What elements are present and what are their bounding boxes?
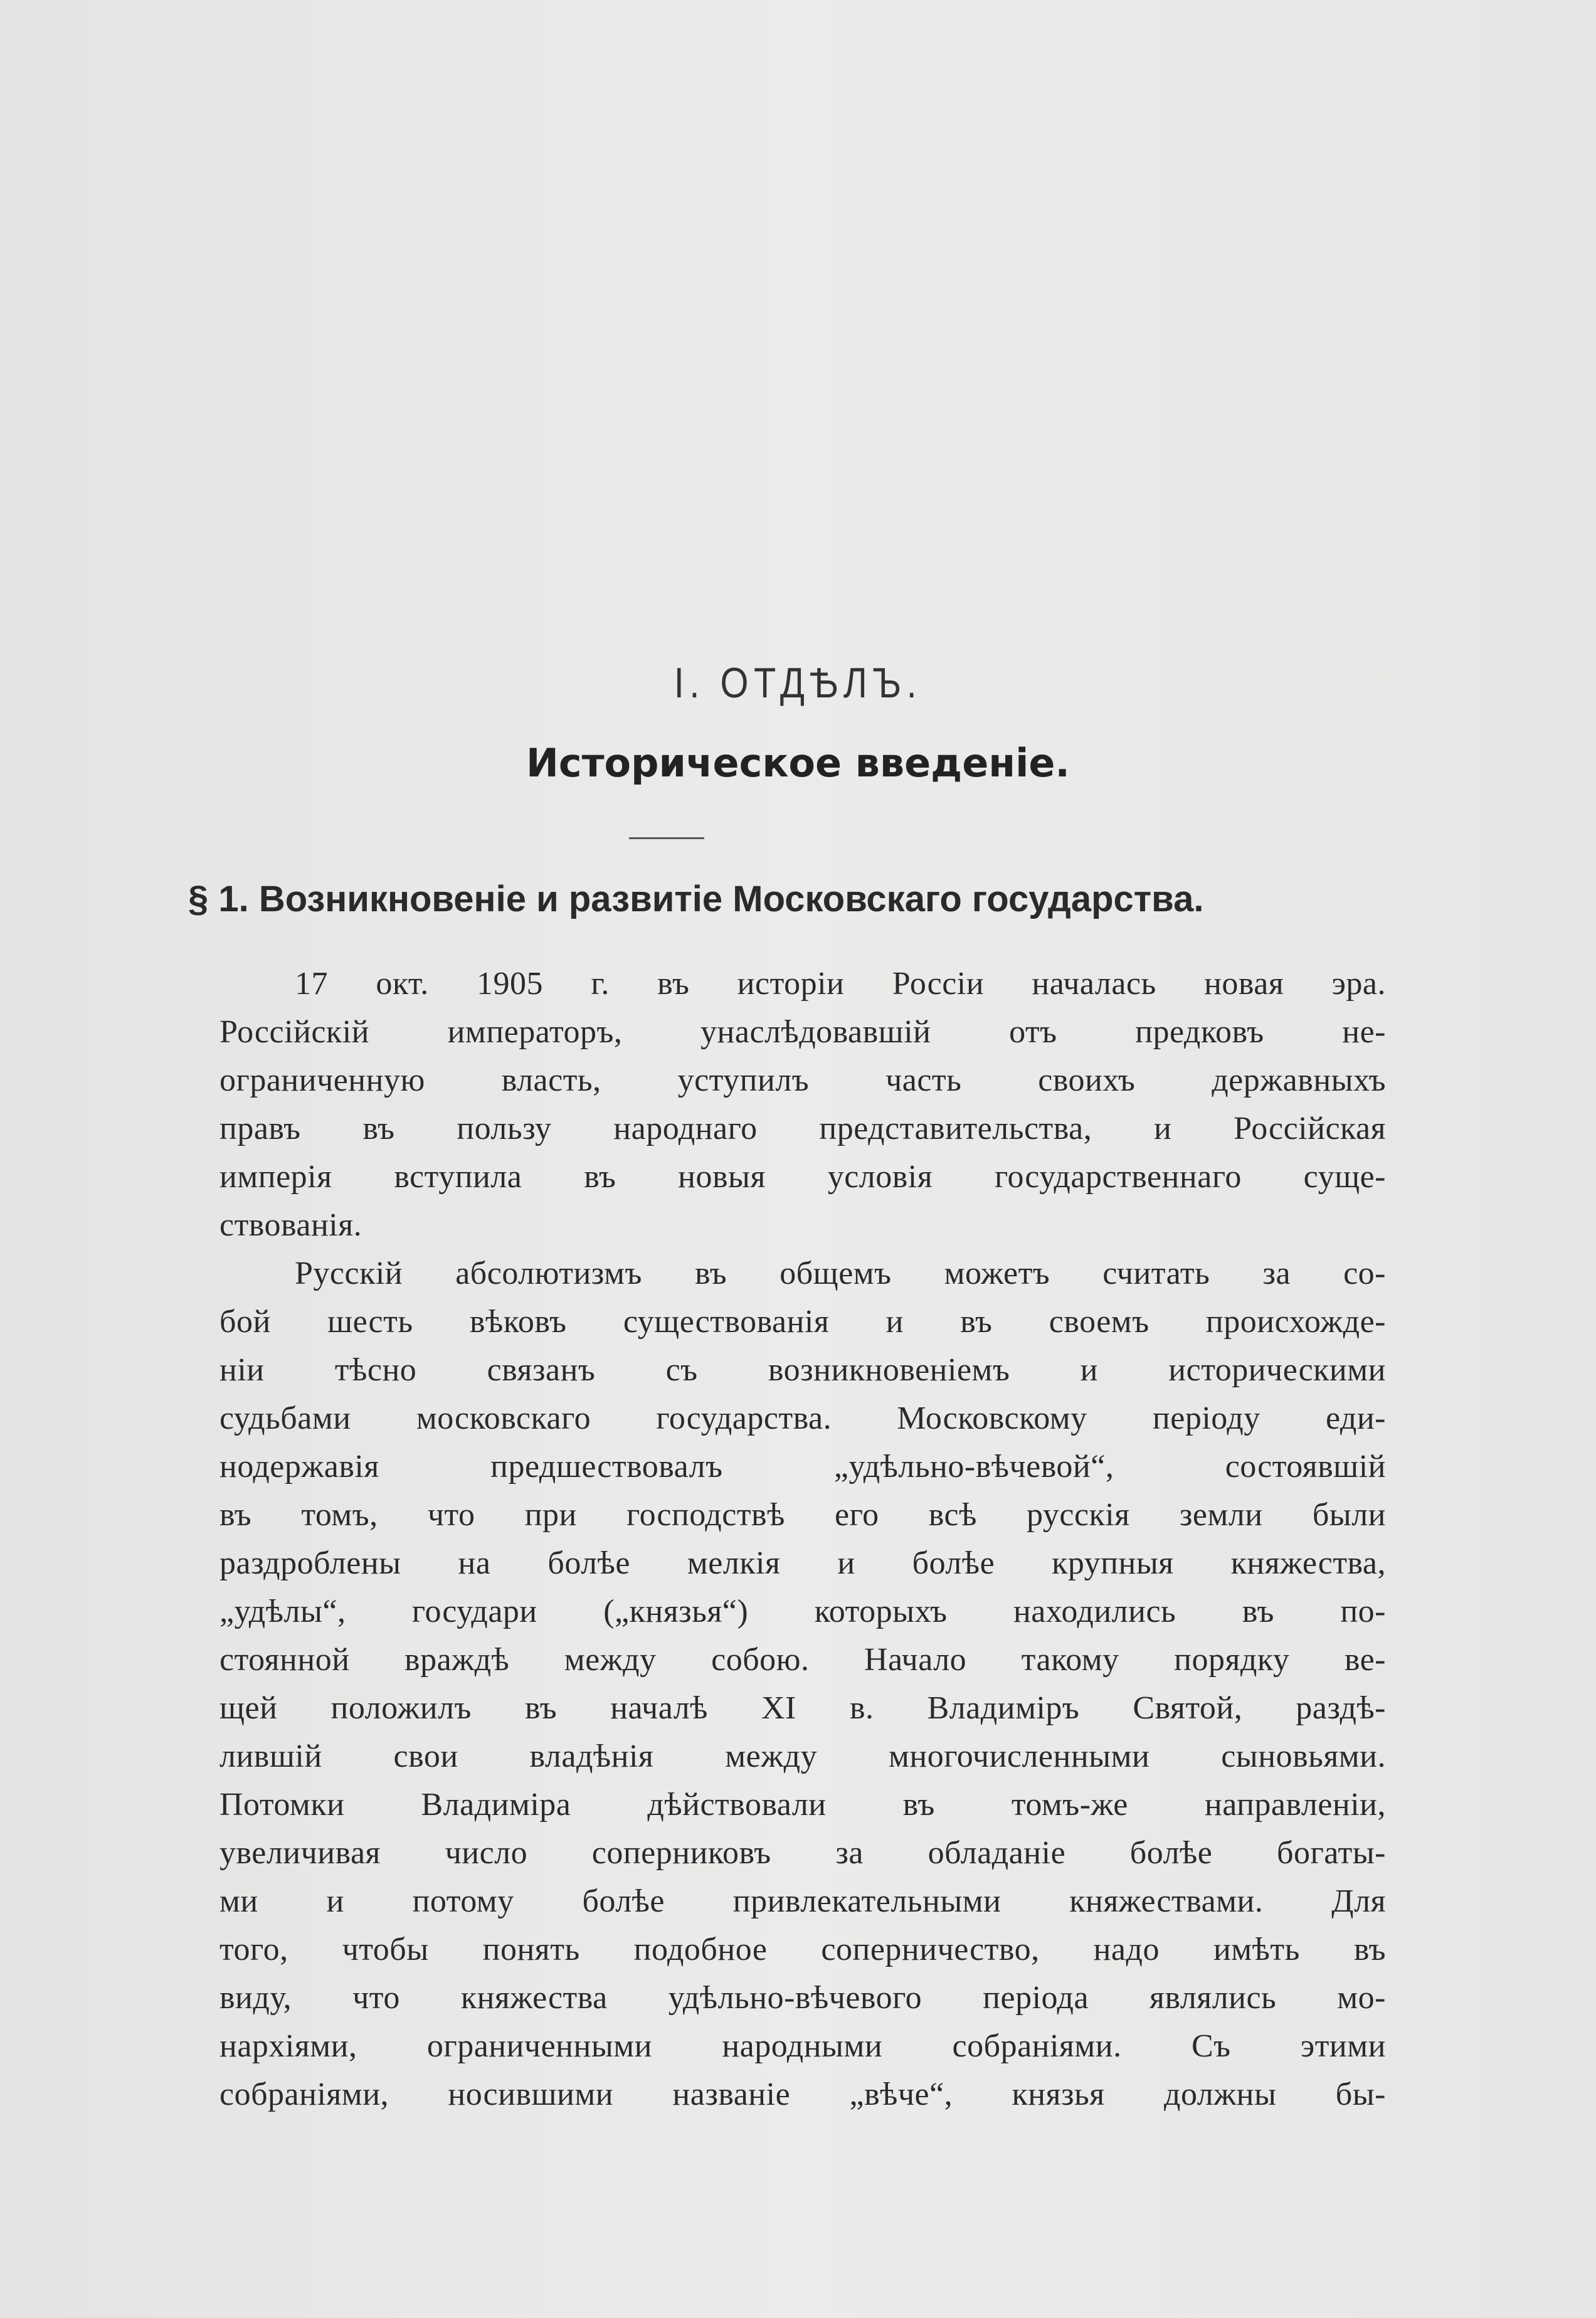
text-line-content: имперiя вступила въ новыя условiя государственнаго суще- bbox=[219, 1159, 1386, 1195]
text-line bbox=[219, 1153, 1386, 1201]
text-line-content: ограниченную власть, уступилъ часть своихъ державныхъ bbox=[219, 1062, 1386, 1098]
text-line-content: щей положилъ въ началѣ XI в. Владимiръ Святой, раздѣ- bbox=[219, 1690, 1386, 1726]
divider bbox=[629, 837, 704, 839]
text-line bbox=[219, 1442, 1386, 1491]
section-title: § 1. Возникновенiе и развитiе Московскаго государства. bbox=[188, 879, 1204, 919]
text-line-content: стоянной враждѣ между собою. Начало такому порядку ве- bbox=[219, 1642, 1386, 1678]
text-line-content: въ томъ, что при господствѣ его всѣ русскiя земли были bbox=[219, 1497, 1386, 1533]
part-heading: I. ОТДѢЛЪ. bbox=[674, 659, 922, 707]
text-line bbox=[219, 1877, 1386, 1925]
text-line bbox=[219, 1636, 1386, 1684]
text-line-content: того, чтобы понять подобное соперничество, надо имѣть въ bbox=[219, 1932, 1386, 1967]
text-line-content: судьбами московскаго государства. Московскому перiоду еди- bbox=[219, 1400, 1386, 1436]
chapter-subtitle: Историческое введенiе. bbox=[526, 740, 1070, 786]
text-line bbox=[219, 2022, 1386, 2070]
text-line-content: ствованiя. bbox=[219, 1207, 362, 1243]
text-line bbox=[219, 1491, 1386, 1539]
text-line bbox=[219, 2070, 1386, 2119]
text-line-content: увеличивая число соперниковъ за обладанiе болѣе богаты- bbox=[219, 1835, 1386, 1871]
text-line-content: Русскiй абсолютизмъ въ общемъ можетъ считать за со- bbox=[295, 1256, 1386, 1291]
text-line-content: нодержавiя предшествовалъ „удѣльно-вѣчевой“, состоявшiй bbox=[219, 1449, 1386, 1484]
text-line bbox=[219, 1249, 1386, 1298]
text-line-content: ми и потому болѣе привлекательными княжествами. Для bbox=[219, 1883, 1386, 1919]
text-line-content: собранiями, носившими названiе „вѣче“, князья должны бы- bbox=[219, 2077, 1386, 2112]
text-line bbox=[219, 1925, 1386, 1974]
text-line bbox=[219, 1974, 1386, 2022]
text-line bbox=[219, 960, 1386, 1008]
text-line-content: Россiйскiй императоръ, унаслѣдовавшiй отъ предковъ не- bbox=[219, 1014, 1386, 1050]
text-line-content: лившiй свои владѣнiя между многочисленными сыновьями. bbox=[219, 1738, 1386, 1774]
text-line bbox=[219, 1587, 1386, 1636]
text-line-content: бой шесть вѣковъ существованiя и въ своемъ происхожде- bbox=[219, 1304, 1386, 1340]
text-line bbox=[219, 1829, 1386, 1877]
text-line bbox=[219, 1684, 1386, 1732]
text-line-content: „удѣлы“, государи („князья“) которыхъ находились въ по- bbox=[219, 1594, 1386, 1629]
text-line bbox=[219, 1201, 1386, 1249]
text-line bbox=[219, 1056, 1386, 1104]
text-line bbox=[219, 1781, 1386, 1829]
text-line-content: раздроблены на болѣе мелкiя и болѣе крупныя княжества, bbox=[219, 1545, 1386, 1581]
text-line-content: нархiями, ограниченными народными собранiями. Съ этими bbox=[219, 2028, 1386, 2064]
text-line bbox=[219, 1394, 1386, 1442]
text-line-content: виду, что княжества удѣльно-вѣчевого перiода являлись мо- bbox=[219, 1980, 1386, 2016]
text-line bbox=[219, 1539, 1386, 1587]
text-line bbox=[219, 1298, 1386, 1346]
text-line-content: правъ въ пользу народнаго представительства, и Россiйская bbox=[219, 1111, 1386, 1146]
text-line bbox=[219, 1008, 1386, 1056]
text-line bbox=[219, 1346, 1386, 1394]
text-line bbox=[219, 1104, 1386, 1153]
text-line-content: 17 окт. 1905 г. въ исторiи Россiи началась новая эра. bbox=[295, 966, 1386, 1002]
text-line-content: Потомки Владимiра дѣйствовали въ томъ-же направленiи, bbox=[219, 1787, 1386, 1823]
body-text bbox=[219, 960, 1386, 2119]
text-line-content: нiи тѣсно связанъ съ возникновенiемъ и историческими bbox=[219, 1352, 1386, 1388]
text-line bbox=[219, 1732, 1386, 1781]
